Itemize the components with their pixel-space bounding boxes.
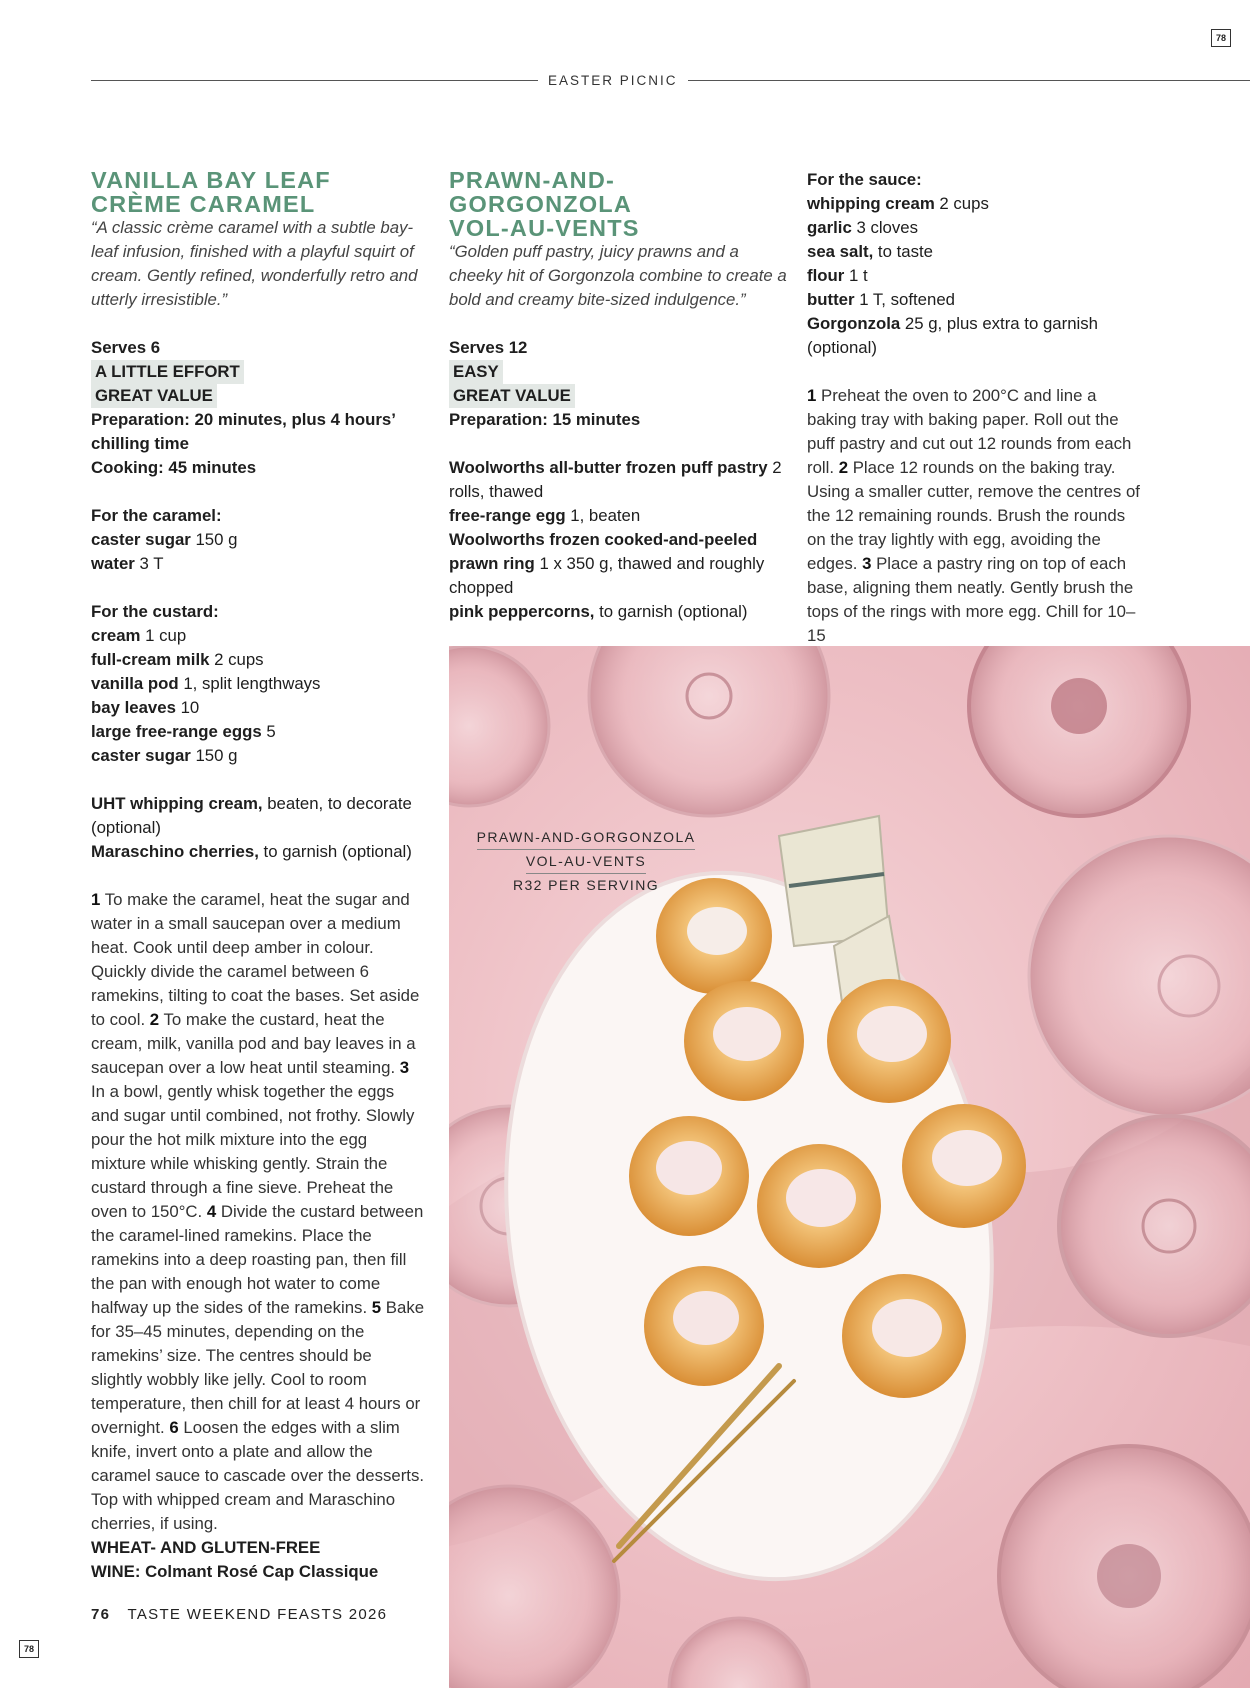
recipe-intro: “Golden puff pastry, juicy prawns and a cheeky hit of Gorgonzola combine to create a bold and creamy bite-sized indulgence.” xyxy=(449,242,787,309)
ingredient xyxy=(91,696,426,720)
ingredient xyxy=(449,528,789,600)
ingredient-quantity: to garnish (optional) xyxy=(594,602,748,621)
recipe-title xyxy=(449,168,789,240)
ingredient-quantity: to taste xyxy=(873,242,933,261)
step-text: Place 12 rounds on the baking tray. Using a smaller cutter, remove the centres of the 12 remaining rounds. Brush the rounds on the tray lightly with egg, avoiding the edges. xyxy=(807,458,1140,573)
vol-au-vent xyxy=(644,1266,764,1386)
ingredients xyxy=(449,456,789,624)
ingredient-quantity: 5 xyxy=(261,722,276,741)
step-text: Place a pastry ring on top of each base, aligning them neatly. Gently brush the tops of the rings with more egg. Chill for 10–15 xyxy=(807,554,1136,645)
header-rule-left xyxy=(91,80,538,81)
ingredient xyxy=(91,792,426,840)
ingredient-quantity: 1 T, softened xyxy=(854,290,955,309)
ingredient-name: butter xyxy=(807,290,855,309)
ingredient xyxy=(449,600,789,624)
method xyxy=(91,888,426,1536)
wine-pairing: WINE: Colmant Rosé Cap Classique xyxy=(91,1562,379,1581)
step-number: 3 xyxy=(399,1058,410,1077)
ingredient xyxy=(91,528,426,552)
ingredient-quantity: 2 rolls, thawed xyxy=(449,458,782,501)
step-number: 5 xyxy=(371,1298,382,1317)
ingredient-quantity: beaten, to decorate (optional) xyxy=(91,794,412,837)
recipe-title-line: VANILLA BAY LEAF xyxy=(91,167,331,193)
ingredient xyxy=(449,456,789,504)
ingredient xyxy=(807,264,1142,288)
custard-heading: For the custard: xyxy=(91,602,219,621)
vol-au-vent xyxy=(902,1104,1026,1228)
serves: Serves 6 xyxy=(91,338,161,357)
ingredient xyxy=(91,648,426,672)
ingredient-quantity: 1 t xyxy=(844,266,868,285)
ingredient xyxy=(91,624,426,648)
ingredient-quantity: 150 g xyxy=(190,530,238,549)
publication-name: TASTE WEEKEND FEASTS 2026 xyxy=(127,1606,388,1623)
step-number: 1 xyxy=(91,890,101,909)
caption-title: PRAWN-AND-GORGONZOLA xyxy=(477,826,696,850)
ingredient-quantity: 150 g xyxy=(190,746,238,765)
ingredient-name: bay leaves xyxy=(91,698,176,717)
extra-ingredients xyxy=(91,792,426,864)
header-rule-right xyxy=(688,80,1250,81)
vol-au-vent xyxy=(827,979,951,1103)
ingredient-name: Woolworths all-butter frozen puff pastry xyxy=(449,458,768,477)
ingredient-name: Maraschino cherries, xyxy=(91,842,259,861)
effort-tag: EASY xyxy=(449,360,503,384)
caramel-heading: For the caramel: xyxy=(91,506,222,525)
sauce-ingredients xyxy=(807,192,1142,360)
caramel-ingredients xyxy=(91,528,426,576)
ingredient xyxy=(91,672,426,696)
ingredient xyxy=(91,720,426,744)
ingredient xyxy=(91,552,426,576)
glass-icon xyxy=(449,1486,619,1688)
ingredient-name: UHT whipping cream, xyxy=(91,794,263,813)
ingredient xyxy=(449,504,789,528)
vol-au-vent xyxy=(842,1274,966,1398)
ingredient-name: Woolworths frozen cooked-and-peeled prawn ring xyxy=(449,530,758,573)
ingredient-quantity: to garnish (optional) xyxy=(258,842,412,861)
ingredient-name: full-cream milk xyxy=(91,650,210,669)
custard-ingredients xyxy=(91,624,426,768)
recipe-vol-au-vents xyxy=(449,168,789,624)
recipe-intro: “A classic crème caramel with a subtle bay-leaf infusion, finished with a playful squirt of cream. Gently refined, wonderfully retro and utterly irresistible.” xyxy=(91,218,418,309)
ingredient-quantity: 3 cloves xyxy=(851,218,919,237)
dietary-note: WHEAT- AND GLUTEN-FREE xyxy=(91,1538,321,1557)
ingredient-quantity: 10 xyxy=(175,698,200,717)
step-text: In a bowl, gently whisk together the eggs and sugar until combined, not frothy. Slowly pour the hot milk mixture into the egg mixture while whisking gently. Strain the custard through a fine sieve. Preheat the oven to 150°C. xyxy=(91,1082,415,1221)
glass-icon xyxy=(449,646,549,806)
ingredient-name: caster sugar xyxy=(91,530,191,549)
sauce-heading: For the sauce: xyxy=(807,170,922,189)
step-text: Bake for 35–45 minutes, depending on the ramekins’ size. The centres should be slightly wobbly like jelly. Cool to room temperature, then chill for at least 4 hours or overnight. xyxy=(91,1298,425,1437)
recipe-title-line: VOL-AU-VENTS xyxy=(449,215,640,241)
recipe-creme-caramel xyxy=(91,168,426,1584)
ingredient-name: large free-range eggs xyxy=(91,722,262,741)
page-number-badge-bottom: 78 xyxy=(19,1640,39,1658)
step-text: Preheat the oven to 200°C and line a baking tray with baking paper. Roll out the puff pastry and cut out 12 rounds from each roll. xyxy=(807,386,1132,477)
step-text: To make the caramel, heat the sugar and water in a small saucepan over a medium heat. Cook until deep amber in colour. Quickly divide the caramel between 6 ramekins, tilting to coat the bases. Set aside to cool. xyxy=(91,890,420,1029)
vol-au-vent xyxy=(757,1144,881,1268)
ingredient xyxy=(807,312,1142,360)
page-footer xyxy=(91,1606,387,1623)
recipe-title-line: CRÈME CARAMEL xyxy=(91,191,316,217)
ingredient-name: pink peppercorns, xyxy=(449,602,595,621)
ingredient xyxy=(807,240,1142,264)
ingredient-name: whipping cream xyxy=(807,194,935,213)
prep-time: Preparation: 15 minutes xyxy=(449,410,641,429)
recipe-title xyxy=(91,168,426,216)
value-tag: GREAT VALUE xyxy=(449,384,575,408)
ingredient-quantity: 3 T xyxy=(134,554,164,573)
value-tag: GREAT VALUE xyxy=(91,384,217,408)
step-number: 2 xyxy=(149,1010,160,1029)
step-number: 4 xyxy=(206,1202,217,1221)
section-header xyxy=(91,70,1250,90)
step-number: 2 xyxy=(838,458,849,477)
method xyxy=(807,384,1142,648)
step-text: Loosen the edges with a slim knife, invert onto a plate and allow the caramel sauce to cascade over the desserts. Top with whipped cream and Maraschino cherries, if using. xyxy=(91,1418,424,1533)
ingredient xyxy=(807,288,1142,312)
caption-subtitle: VOL-AU-VENTS xyxy=(471,850,701,874)
ingredient-name: free-range egg xyxy=(449,506,566,525)
ingredient-quantity: 1 cup xyxy=(140,626,187,645)
section-label: EASTER PICNIC xyxy=(548,72,678,88)
photo-caption xyxy=(471,826,701,897)
caption-price: R32 PER SERVING xyxy=(512,877,659,893)
prep-time: Preparation: 20 minutes, plus 4 hours’ chilling time xyxy=(91,410,396,453)
ingredient-name: flour xyxy=(807,266,845,285)
cooking-time: Cooking: 45 minutes xyxy=(91,458,257,477)
step-text: To make the custard, heat the cream, milk, vanilla pod and bay leaves in a saucepan over a low heat until steaming. xyxy=(91,1010,416,1077)
ingredient-name: Gorgonzola xyxy=(807,314,901,333)
ingredient-quantity: 1 x 350 g, thawed and roughly chopped xyxy=(449,554,765,597)
step-text: Divide the custard between the caramel-lined ramekins. Place the ramekins into a deep roasting pan, then fill the pan with enough hot water to come halfway up the sides of the ramekins. xyxy=(91,1202,424,1317)
glass-icon xyxy=(589,646,829,816)
ingredient xyxy=(807,216,1142,240)
serves: Serves 12 xyxy=(449,338,528,357)
ingredient-quantity: 1, beaten xyxy=(565,506,641,525)
photo-illustration xyxy=(449,646,1250,1688)
page-number: 76 xyxy=(91,1606,111,1623)
ingredient xyxy=(807,192,1142,216)
ingredient-quantity: 1, split lengthways xyxy=(178,674,321,693)
ingredient-name: cream xyxy=(91,626,141,645)
ingredient xyxy=(91,840,426,864)
step-number: 3 xyxy=(862,554,872,573)
recipe-title-line: PRAWN-AND- xyxy=(449,167,616,193)
recipe-vol-au-vents-continued xyxy=(807,168,1142,648)
ingredient-name: sea salt, xyxy=(807,242,874,261)
step-number: 6 xyxy=(169,1418,179,1437)
effort-tag: A LITTLE EFFORT xyxy=(91,360,244,384)
ingredient-quantity: 2 cups xyxy=(934,194,989,213)
ingredient xyxy=(91,744,426,768)
step-number: 1 xyxy=(807,386,817,405)
ingredient-name: caster sugar xyxy=(91,746,191,765)
ingredient-quantity: 25 g, plus extra to garnish (optional) xyxy=(807,314,1098,357)
ingredient-name: garlic xyxy=(807,218,852,237)
vol-au-vent xyxy=(684,981,804,1101)
recipe-title-line: GORGONZOLA xyxy=(449,191,633,217)
vol-au-vent xyxy=(629,1116,749,1236)
page-number-badge-top: 78 xyxy=(1211,29,1231,47)
food-photo xyxy=(449,646,1250,1688)
ingredient-name: water xyxy=(91,554,135,573)
ingredient-quantity: 2 cups xyxy=(209,650,264,669)
ingredient-name: vanilla pod xyxy=(91,674,179,693)
